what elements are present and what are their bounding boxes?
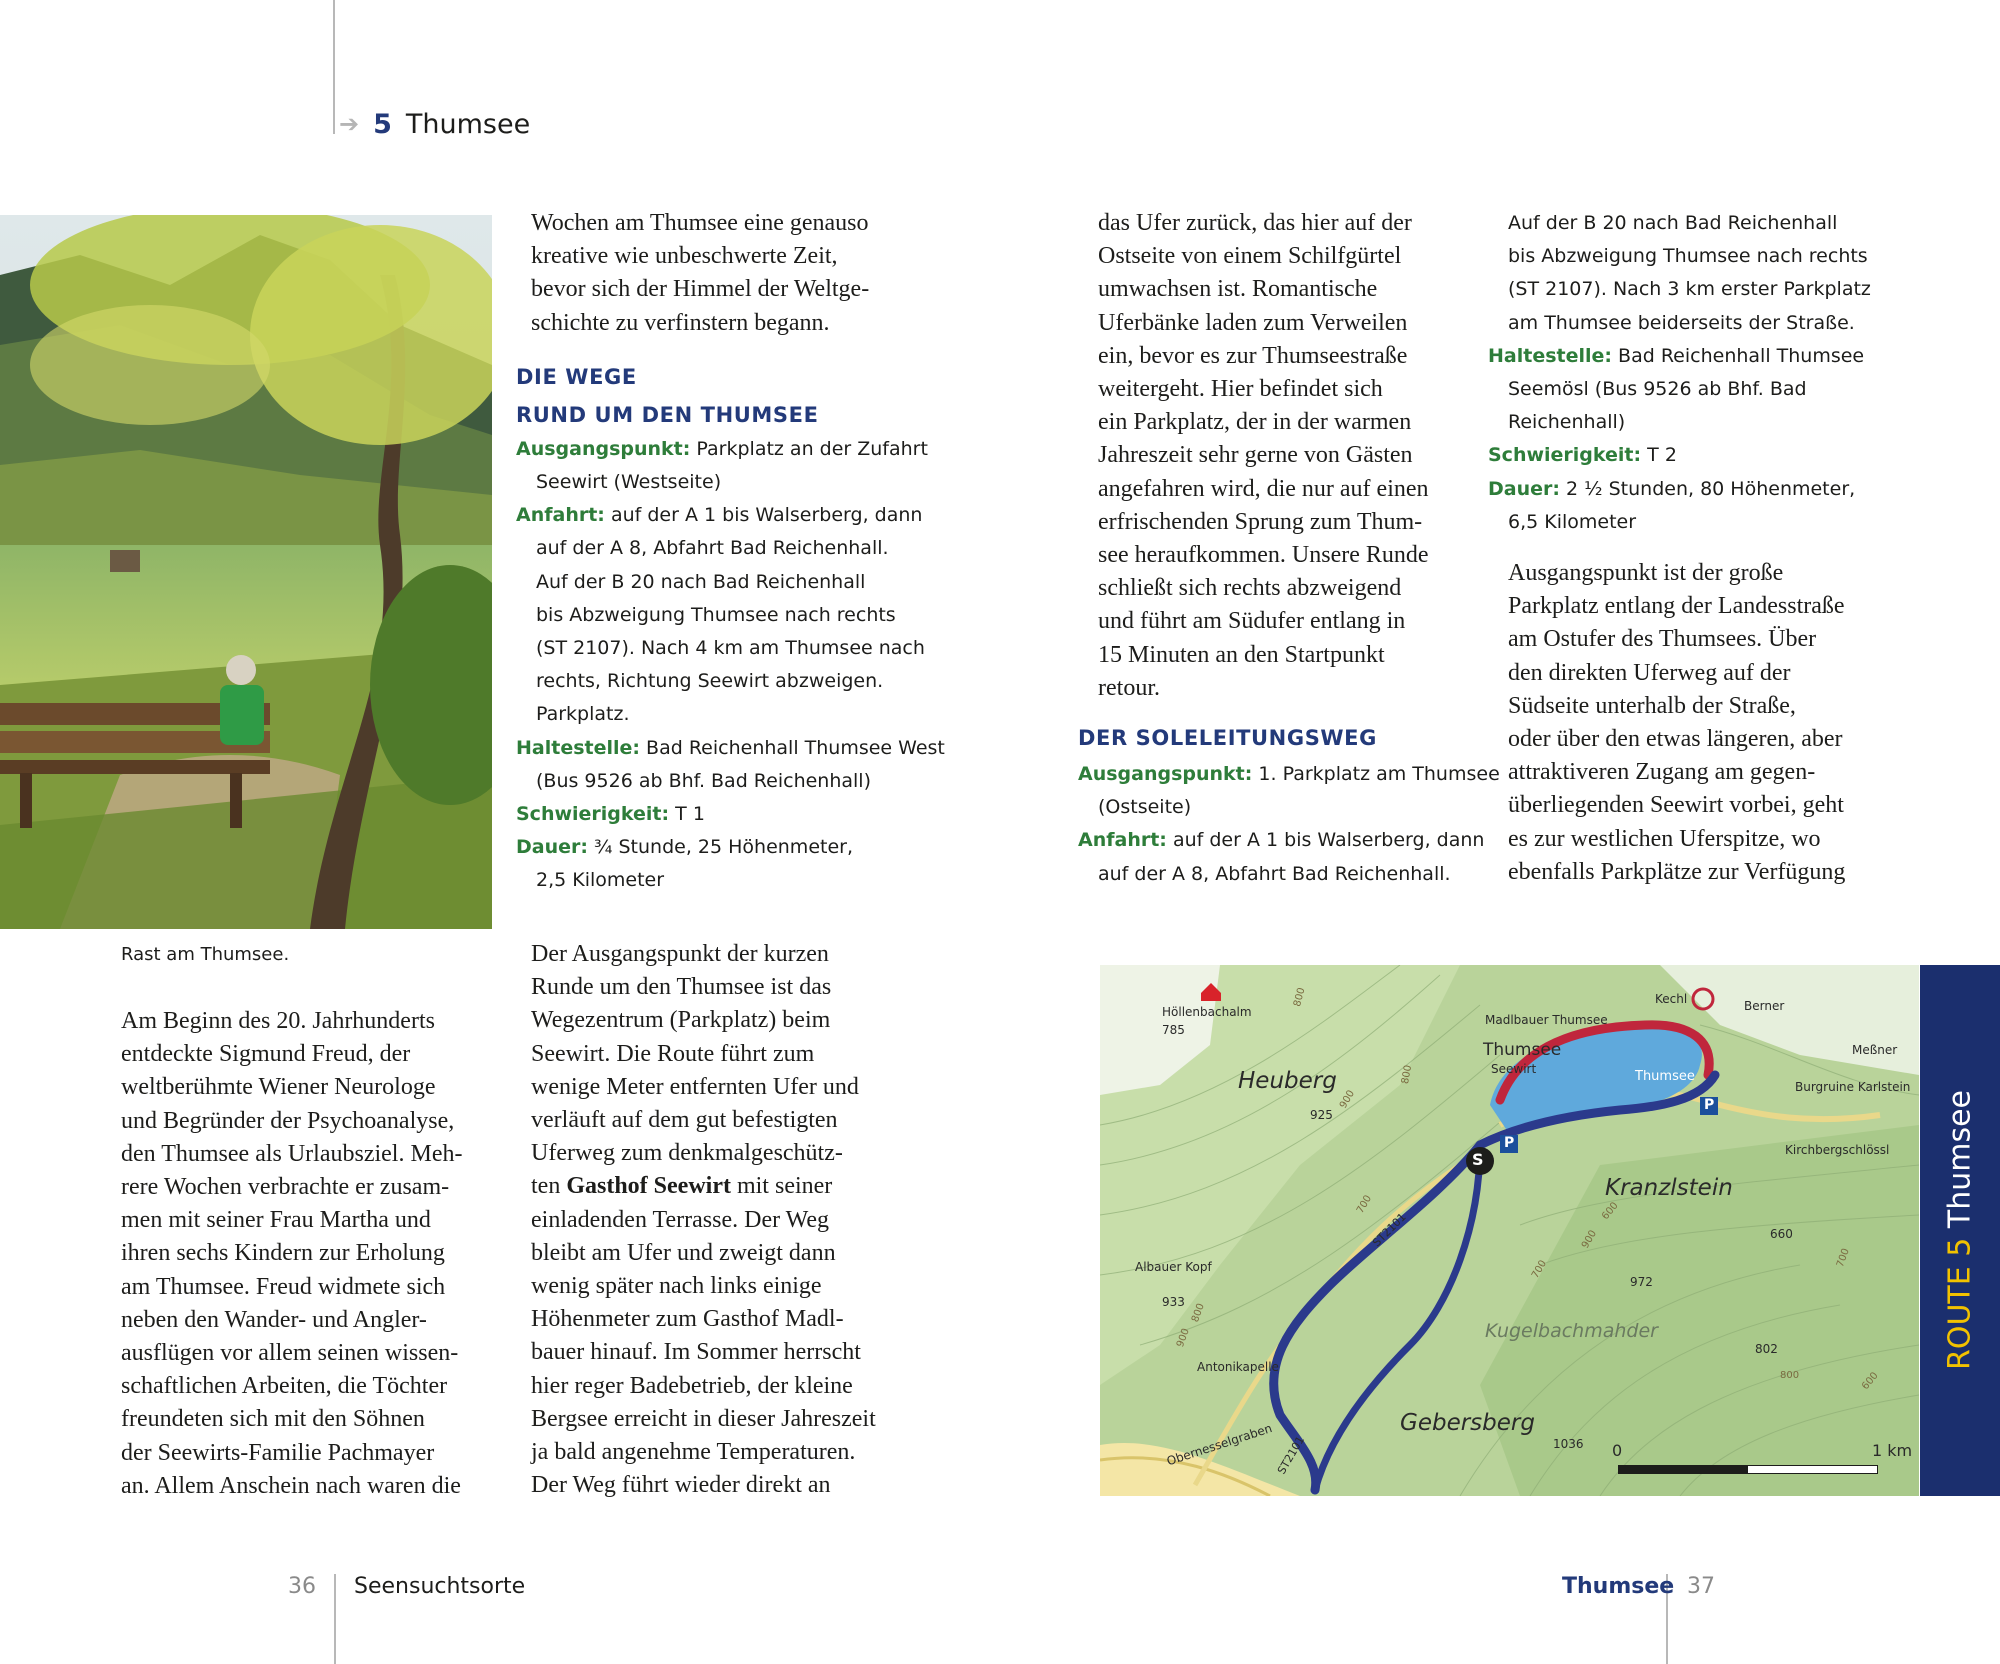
elevation-label: 1036 xyxy=(1553,1437,1584,1451)
info-label: Anfahrt: xyxy=(1078,829,1167,852)
info-value: Bad Reichenhall Thumsee xyxy=(1618,344,1865,367)
body-line: see heraufkommen. Unsere Runde xyxy=(1098,542,1429,569)
info-label: Haltestelle: xyxy=(516,736,640,759)
scale-bar-dark xyxy=(1619,1466,1748,1473)
info-line: auf der A 8, Abfahrt Bad Reichenhall. xyxy=(1098,862,1451,885)
left-body-column xyxy=(121,1005,462,1503)
map-label-lake: Thumsee xyxy=(1635,1069,1695,1084)
info-line: bis Abzweigung Thumsee nach rechts xyxy=(1508,245,1868,268)
map-label-antonikapelle: Antonikapelle xyxy=(1197,1360,1279,1374)
route-subheading: RUND UM DEN THUMSEE xyxy=(516,402,819,427)
map-label-kirchberg: Kirchbergschlössl xyxy=(1785,1143,1890,1157)
body-line: schließt sich rechts abzweigend xyxy=(1098,575,1402,602)
map-label-kranzlstein: Kranzlstein xyxy=(1605,1175,1733,1201)
route-word: ROUTE 5 xyxy=(1942,1237,1978,1370)
info-line: Auf der B 20 nach Bad Reichenhall xyxy=(1508,212,1838,234)
info-value: T 2 xyxy=(1647,444,1677,467)
scale-zero-label: 0 xyxy=(1612,1441,1623,1460)
info-line: rechts, Richtung Seewirt abzweigen. xyxy=(536,670,884,693)
contour-label: 900 xyxy=(1338,1088,1358,1111)
body-line: ein Parkplatz, der in der warmen xyxy=(1098,409,1412,436)
route-info-block xyxy=(1488,207,1871,539)
elevation-label: 785 xyxy=(1162,1023,1185,1037)
body-line: wenige Meter entfernten Ufer und xyxy=(531,1073,859,1100)
body-line: Uferweg zum denkmalgeschütz- xyxy=(531,1140,843,1167)
contour-label: 900 xyxy=(1580,1228,1600,1251)
body-line: 15 Minuten an den Startpunkt xyxy=(1098,641,1385,668)
body-line: Höhenmeter zum Gasthof Madl- xyxy=(531,1306,844,1333)
map-label-seewirt: Seewirt xyxy=(1491,1062,1537,1076)
map-label-heuberg: Heuberg xyxy=(1238,1068,1337,1094)
body-line: men mit seiner Frau Martha und xyxy=(121,1207,431,1234)
running-title-left: Seensuchtsorte xyxy=(354,1574,526,1599)
body-line: weitergeht. Hier befindet sich xyxy=(1098,376,1383,403)
body-line: Jahreszeit sehr gerne von Gästen xyxy=(1098,442,1413,469)
body-line: oder über den etwas längeren, aber xyxy=(1508,726,1843,753)
map-label-layer xyxy=(1100,965,1919,1496)
info-value: 2 ½ Stunden, 80 Höhenmeter, xyxy=(1566,477,1856,500)
contour-label: 800 xyxy=(1292,986,1308,1008)
page-number-right: 37 xyxy=(1687,1574,1715,1599)
info-value: Bad Reichenhall Thumsee West xyxy=(646,736,945,759)
contour-label: 600 xyxy=(1600,1200,1621,1223)
body-line: bevor sich der Himmel der Weltge- xyxy=(531,276,870,303)
gasthof-seewirt-bold: Gasthof Seewirt xyxy=(566,1173,731,1200)
body-line: ausflügen vor allem seinen wissen- xyxy=(121,1340,459,1367)
scale-bar xyxy=(1618,1465,1878,1474)
map-label-madlbauer: Madlbauer Thumsee xyxy=(1485,1013,1608,1027)
info-line: Seewirt (Westseite) xyxy=(536,471,722,494)
body-line xyxy=(531,1170,876,1203)
map-label-road: ST2101 xyxy=(1370,1210,1409,1250)
route-map xyxy=(1100,965,1919,1496)
contour-label: 800 xyxy=(1190,1302,1207,1324)
body-line: ebenfalls Parkplätze zur Verfügung xyxy=(1508,858,1846,885)
body-line: Am Beginn des 20. Jahrhunderts xyxy=(121,1008,435,1034)
body-line: der Seewirts-Familie Pachmayer xyxy=(121,1439,435,1466)
contour-label: 700 xyxy=(1530,1258,1550,1281)
body-line: Ostseite von einem Schilfgürtel xyxy=(1098,243,1402,270)
start-marker-icon: S xyxy=(1472,1150,1484,1169)
body-line: den Thumsee als Urlaubsziel. Meh- xyxy=(121,1140,463,1167)
body-line: Seewirt. Die Route führt zum xyxy=(531,1040,815,1067)
body-line: entdeckte Sigmund Freud, der xyxy=(121,1041,411,1068)
contour-label: 800 xyxy=(1400,1064,1415,1085)
info-line: am Thumsee beiderseits der Straße. xyxy=(1508,311,1855,334)
elevation-label: 802 xyxy=(1755,1342,1778,1356)
body-line: das Ufer zurück, das hier auf der xyxy=(1098,210,1412,236)
info-label: Anfahrt: xyxy=(516,504,605,527)
body-line: angefahren wird, die nur auf einen xyxy=(1098,475,1429,502)
info-value: T 1 xyxy=(675,803,705,826)
info-line: auf der A 8, Abfahrt Bad Reichenhall. xyxy=(536,537,889,560)
route-info-block xyxy=(516,433,945,898)
column-3 xyxy=(1078,207,1500,891)
body-line: Südseite unterhalb der Straße, xyxy=(1508,692,1796,719)
map-label-berner: Berner xyxy=(1744,999,1785,1013)
info-label: Schwierigkeit: xyxy=(516,803,670,826)
body-line: einladenden Terrasse. Der Weg xyxy=(531,1206,830,1233)
info-label: Ausgangspunkt: xyxy=(1078,763,1253,786)
info-line: Parkplatz. xyxy=(536,703,630,726)
body-line: Bergsee erreicht in dieser Jahreszeit xyxy=(531,1405,876,1432)
elevation-label: 933 xyxy=(1162,1295,1185,1309)
body-line: bauer hinauf. Im Sommer herrscht xyxy=(531,1339,861,1366)
body-line: erfrischenden Sprung zum Thum- xyxy=(1098,508,1423,535)
body-line: Runde um den Thumsee ist das xyxy=(531,974,832,1001)
info-value: auf der A 1 bis Walserberg, dann xyxy=(1172,829,1485,852)
body-line: attraktiveren Zugang am gegen- xyxy=(1508,759,1816,786)
body-line: überliegenden Seewirt vorbei, geht xyxy=(1508,792,1844,819)
contour-label: 600 xyxy=(1860,1370,1881,1393)
map-label-burgruine: Burgruine Karlstein xyxy=(1795,1080,1911,1094)
lake-photo xyxy=(0,215,492,929)
arrow-right-icon: ➔ xyxy=(339,110,360,138)
contour-label: 700 xyxy=(1355,1193,1375,1216)
body-line: weltberühmte Wiener Neurologe xyxy=(121,1074,436,1101)
map-label-hollenbachalm: Höllenbachalm xyxy=(1162,1005,1252,1019)
info-label: Ausgangspunkt: xyxy=(516,437,691,460)
contour-label: 700 xyxy=(1835,1247,1852,1269)
info-value: 1. Parkplatz am Thumsee xyxy=(1258,763,1500,786)
body-line: Wochen am Thumsee eine genauso xyxy=(531,210,869,236)
map-label-kechl: Kechl xyxy=(1655,992,1688,1006)
contour-label: 900 xyxy=(1175,1327,1192,1349)
info-line: Seemösl (Bus 9526 ab Bhf. Bad xyxy=(1508,378,1807,401)
column-4 xyxy=(1488,207,1871,889)
info-label: Dauer: xyxy=(1488,477,1560,500)
info-line: (Bus 9526 ab Bhf. Bad Reichenhall) xyxy=(536,769,871,792)
elevation-label: 660 xyxy=(1770,1227,1793,1241)
body-text-fragment: ten xyxy=(531,1173,561,1200)
info-line: 2,5 Kilometer xyxy=(536,869,665,892)
body-line: ja bald angenehme Temperaturen. xyxy=(531,1439,856,1466)
info-line: (ST 2107). Nach 4 km am Thumsee nach xyxy=(536,637,925,660)
info-line: (ST 2107). Nach 3 km erster Parkplatz xyxy=(1508,278,1871,301)
map-label-albauer-kopf: Albauer Kopf xyxy=(1135,1260,1212,1274)
elevation-label: 972 xyxy=(1630,1275,1653,1289)
info-value: Parkplatz an der Zufahrt xyxy=(696,437,928,460)
route-info-block xyxy=(1078,758,1500,891)
body-line: den direkten Uferweg auf der xyxy=(1508,659,1791,686)
route-title: Thumsee xyxy=(405,108,531,140)
map-label-kugelbachmahder: Kugelbachmahder xyxy=(1485,1320,1658,1342)
body-line: bleibt am Ufer und zweigt dann xyxy=(531,1239,836,1266)
body-line: neben den Wander- und Angler- xyxy=(121,1306,427,1333)
route-side-tab-label xyxy=(1943,1090,1978,1370)
map-label-road: ST2101 xyxy=(1275,1433,1308,1477)
route-header xyxy=(339,104,530,144)
info-line: bis Abzweigung Thumsee nach rechts xyxy=(536,603,896,626)
section-heading: DIE WEGE xyxy=(516,364,637,389)
body-line: an. Allem Anschein nach waren die xyxy=(121,1472,461,1499)
header-guide-line xyxy=(333,0,335,134)
info-line: (Ostseite) xyxy=(1098,796,1192,819)
photo-caption: Rast am Thumsee. xyxy=(121,944,290,965)
scale-km-label: 1 km xyxy=(1872,1441,1913,1460)
info-value: ¾ Stunde, 25 Höhenmeter, xyxy=(594,836,853,859)
running-title-right: Thumsee xyxy=(1562,1574,1675,1599)
elevation-label: 925 xyxy=(1310,1108,1333,1122)
route-number: 5 xyxy=(373,108,392,140)
body-line: verläuft auf dem gut befestigten xyxy=(531,1107,838,1134)
body-line: schichte zu verfinstern begann. xyxy=(531,309,830,336)
map-label-messner: Meßner xyxy=(1852,1043,1898,1057)
parking-icon: P xyxy=(1504,1135,1515,1151)
info-line: Reichenhall) xyxy=(1508,411,1626,434)
body-line: kreative wie unbeschwerte Zeit, xyxy=(531,243,838,270)
contour-label: 800 xyxy=(1780,1370,1800,1381)
info-value: auf der A 1 bis Walserberg, dann xyxy=(610,504,923,527)
body-text-fragment: mit seiner xyxy=(736,1173,833,1200)
body-line: Der Ausgangspunkt der kurzen xyxy=(531,941,829,967)
body-line: und Begründer der Psychoanalyse, xyxy=(121,1107,455,1134)
map-label-thumsee: Thumsee xyxy=(1483,1040,1562,1060)
body-line: Ausgangspunkt ist der große xyxy=(1508,560,1784,587)
info-label: Haltestelle: xyxy=(1488,344,1612,367)
body-line: und führt am Südufer entlang in xyxy=(1098,608,1406,635)
footer-left-guide-line xyxy=(334,1574,336,1664)
body-line: freundeten sich mit den Söhnen xyxy=(121,1406,425,1433)
body-line: rere Wochen verbrachte er zusam- xyxy=(121,1174,450,1201)
body-line: es zur westlichen Uferspitze, wo xyxy=(1508,825,1821,852)
body-line: umwachsen ist. Romantische xyxy=(1098,276,1378,303)
body-line: ein, bevor es zur Thumseestraße xyxy=(1098,342,1408,369)
column-2 xyxy=(516,207,945,898)
parking-icon: P xyxy=(1704,1097,1715,1113)
section-heading: DER SOLELEITUNGSWEG xyxy=(1078,726,1377,751)
info-label: Dauer: xyxy=(516,836,588,859)
body-line: schaftlichen Arbeiten, die Töchter xyxy=(121,1373,448,1400)
body-line: am Ostufer des Thumsees. Über xyxy=(1508,626,1817,653)
info-label: Schwierigkeit: xyxy=(1488,444,1642,467)
info-line: 6,5 Kilometer xyxy=(1508,510,1637,533)
route-place: Thumsee xyxy=(1942,1090,1978,1229)
body-line: Parkplatz entlang der Landesstraße xyxy=(1508,593,1845,620)
body-line: am Thumsee. Freud widmete sich xyxy=(121,1273,446,1300)
map-label-obernesselgraben: Obernesselgraben xyxy=(1165,1421,1274,1469)
map-label-gebersberg: Gebersberg xyxy=(1400,1410,1535,1436)
body-line: Der Weg führt wieder direkt an xyxy=(531,1472,831,1499)
page-number-left: 36 xyxy=(288,1574,316,1599)
body-line: Wegezentrum (Parkplatz) beim xyxy=(531,1007,831,1034)
column-2-body xyxy=(531,938,876,1502)
body-line: wenig später nach links einige xyxy=(531,1273,822,1300)
body-line: retour. xyxy=(1098,674,1160,701)
info-line: Auf der B 20 nach Bad Reichenhall xyxy=(536,570,866,593)
body-line: Uferbänke laden zum Verweilen xyxy=(1098,309,1408,336)
body-line: ihren sechs Kindern zur Erholung xyxy=(121,1240,445,1267)
body-line: hier reger Badebetrieb, der kleine xyxy=(531,1372,853,1399)
